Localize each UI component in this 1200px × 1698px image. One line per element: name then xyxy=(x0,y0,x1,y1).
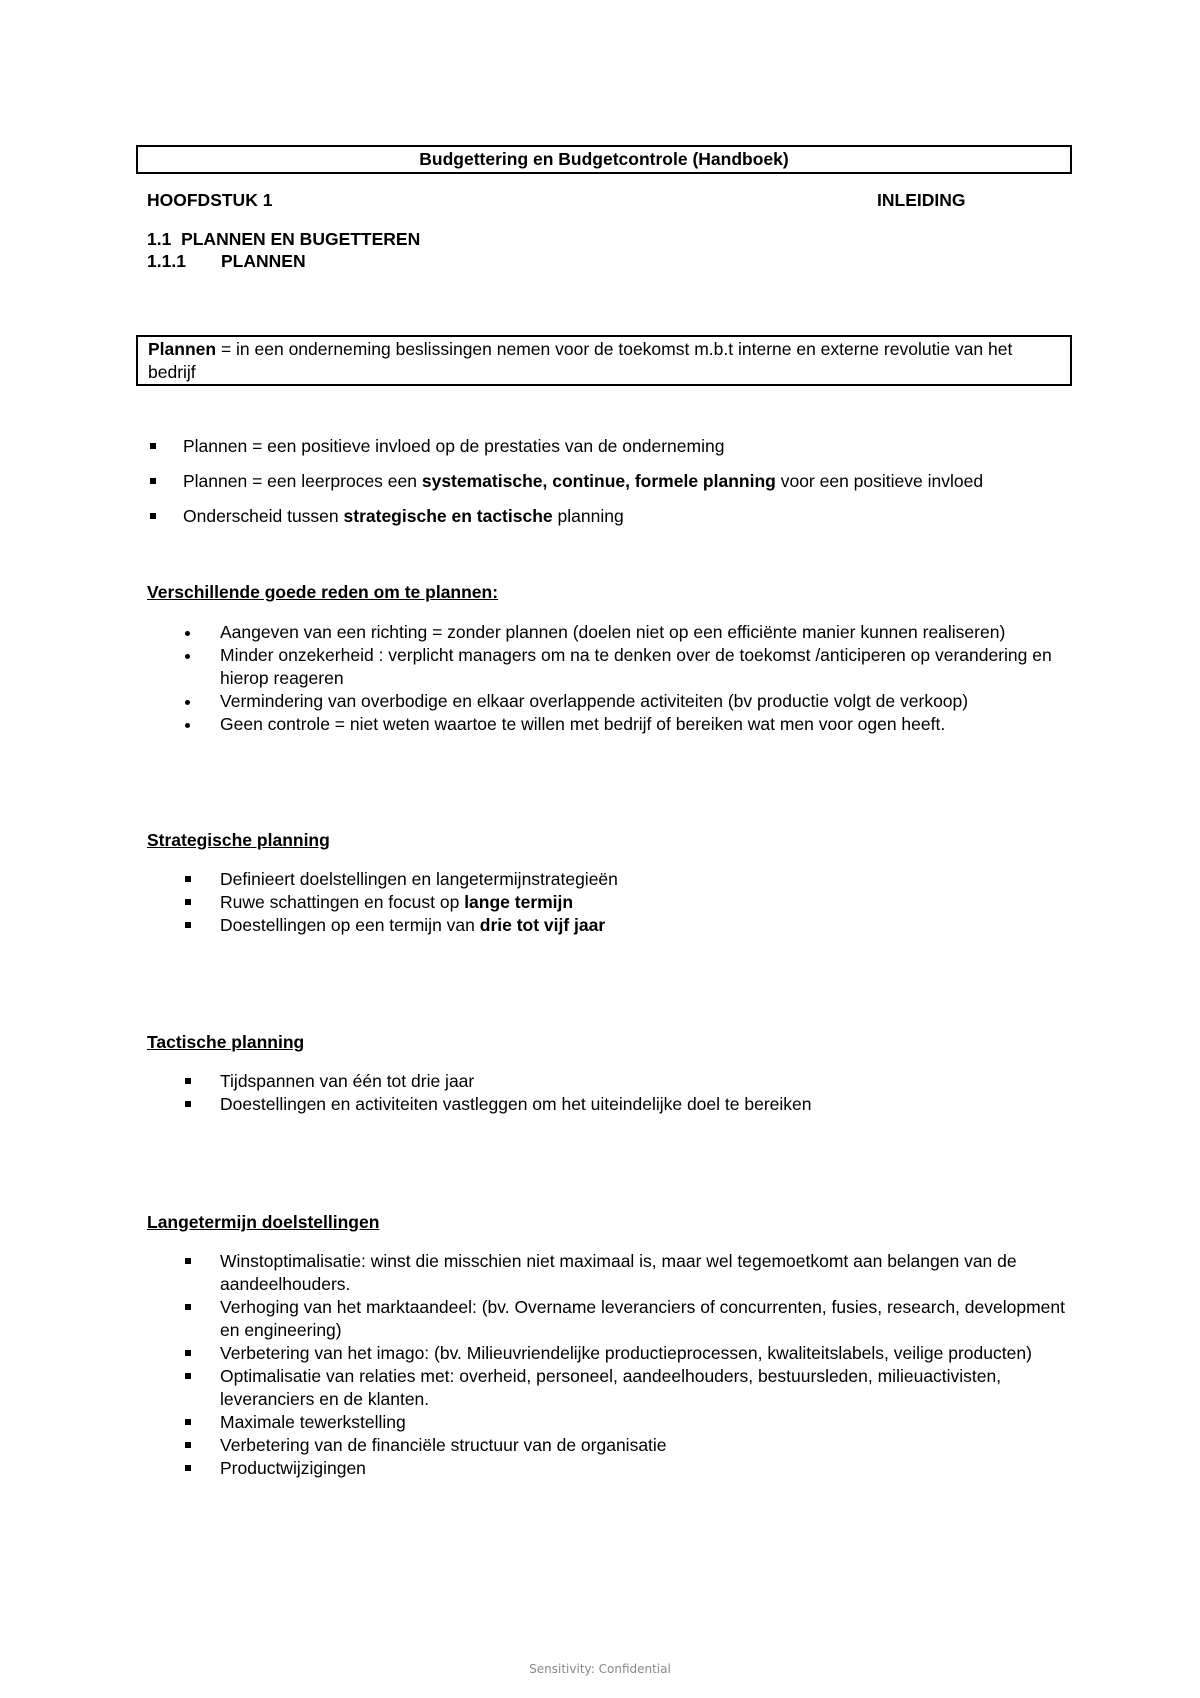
list-item: Productwijzigingen xyxy=(147,1457,1087,1480)
definition-text: = in een onderneming beslissingen nemen voor de toekomst m.b.t interne en externe revolutie van het bedrijf xyxy=(148,339,1013,382)
list-item: Optimalisatie van relaties met: overheid, personeel, aandeelhouders, bestuursleden, milieuactivisten, leveranciers en de klanten. xyxy=(147,1365,1087,1411)
list-item: Doestellingen en activiteiten vastleggen om het uiteindelijke doel te bereiken xyxy=(147,1093,1087,1116)
definition-box xyxy=(136,335,1072,386)
section-title: PLANNEN EN BUGETTEREN xyxy=(181,229,421,249)
list-item: Winstoptimalisatie: winst die misschien niet maximaal is, maar wel tegemoetkomt aan belangen van de aandeelhouders. xyxy=(147,1250,1087,1296)
list-item: Verhoging van het marktaandeel: (bv. Overname leveranciers of concurrenten, fusies, research, development en engineering) xyxy=(147,1296,1087,1342)
definition-term: Plannen xyxy=(148,339,217,359)
longterm-heading: Langetermijn doelstellingen xyxy=(147,1212,380,1232)
list-item: Plannen = een positieve invloed op de prestaties van de onderneming xyxy=(147,435,1077,470)
section-number: 1.1 xyxy=(147,229,172,249)
reasons-list xyxy=(147,621,1087,736)
sensitivity-footer: Sensitivity: Confidential xyxy=(529,1662,671,1676)
list-item: Aangeven van een richting = zonder plannen (doelen niet op een efficiënte manier kunnen realiseren) xyxy=(147,621,1087,644)
subsection-heading xyxy=(147,251,306,272)
list-item: Plannen = een leerproces een systematische, continue, formele planning voor een positieve invloed xyxy=(147,470,1077,505)
reasons-heading: Verschillende goede reden om te plannen: xyxy=(147,582,499,602)
list-item: Doestellingen op een termijn van drie tot vijf jaar xyxy=(147,914,1087,937)
list-item: Tijdspannen van één tot drie jaar xyxy=(147,1070,1087,1093)
subsection-number: 1.1.1 xyxy=(147,251,186,271)
section-heading xyxy=(147,229,420,250)
list-item: Minder onzekerheid : verplicht managers om na te denken over de toekomst /anticiperen op verandering en hierop reageren xyxy=(147,644,1087,690)
strategic-list xyxy=(147,868,1087,937)
list-item: Verbetering van de financiële structuur van de organisatie xyxy=(147,1434,1087,1457)
list-item: Definieert doelstellingen en langetermijnstrategieën xyxy=(147,868,1087,891)
list-item: Vermindering van overbodige en elkaar overlappende activiteiten (bv productie volgt de verkoop) xyxy=(147,690,1087,713)
chapter-label: HOOFDSTUK 1 xyxy=(147,190,273,210)
list-item: Maximale tewerkstelling xyxy=(147,1411,1087,1434)
chapter-name: INLEIDING xyxy=(877,190,966,210)
tactical-heading: Tactische planning xyxy=(147,1032,305,1052)
main-points-list xyxy=(147,435,1077,540)
strategic-heading: Strategische planning xyxy=(147,830,330,850)
tactical-list xyxy=(147,1070,1087,1116)
list-item: Onderscheid tussen strategische en tactische planning xyxy=(147,505,1077,540)
document-title: Budgettering en Budgetcontrole (Handboek) xyxy=(136,145,1072,174)
list-item: Ruwe schattingen en focust op lange termijn xyxy=(147,891,1087,914)
longterm-list xyxy=(147,1250,1087,1480)
list-item: Geen controle = niet weten waartoe te willen met bedrijf of bereiken wat men voor ogen heeft. xyxy=(147,713,1087,736)
subsection-title: PLANNEN xyxy=(221,251,306,271)
list-item: Verbetering van het imago: (bv. Milieuvriendelijke productieprocessen, kwaliteitslabels, veilige producten) xyxy=(147,1342,1087,1365)
